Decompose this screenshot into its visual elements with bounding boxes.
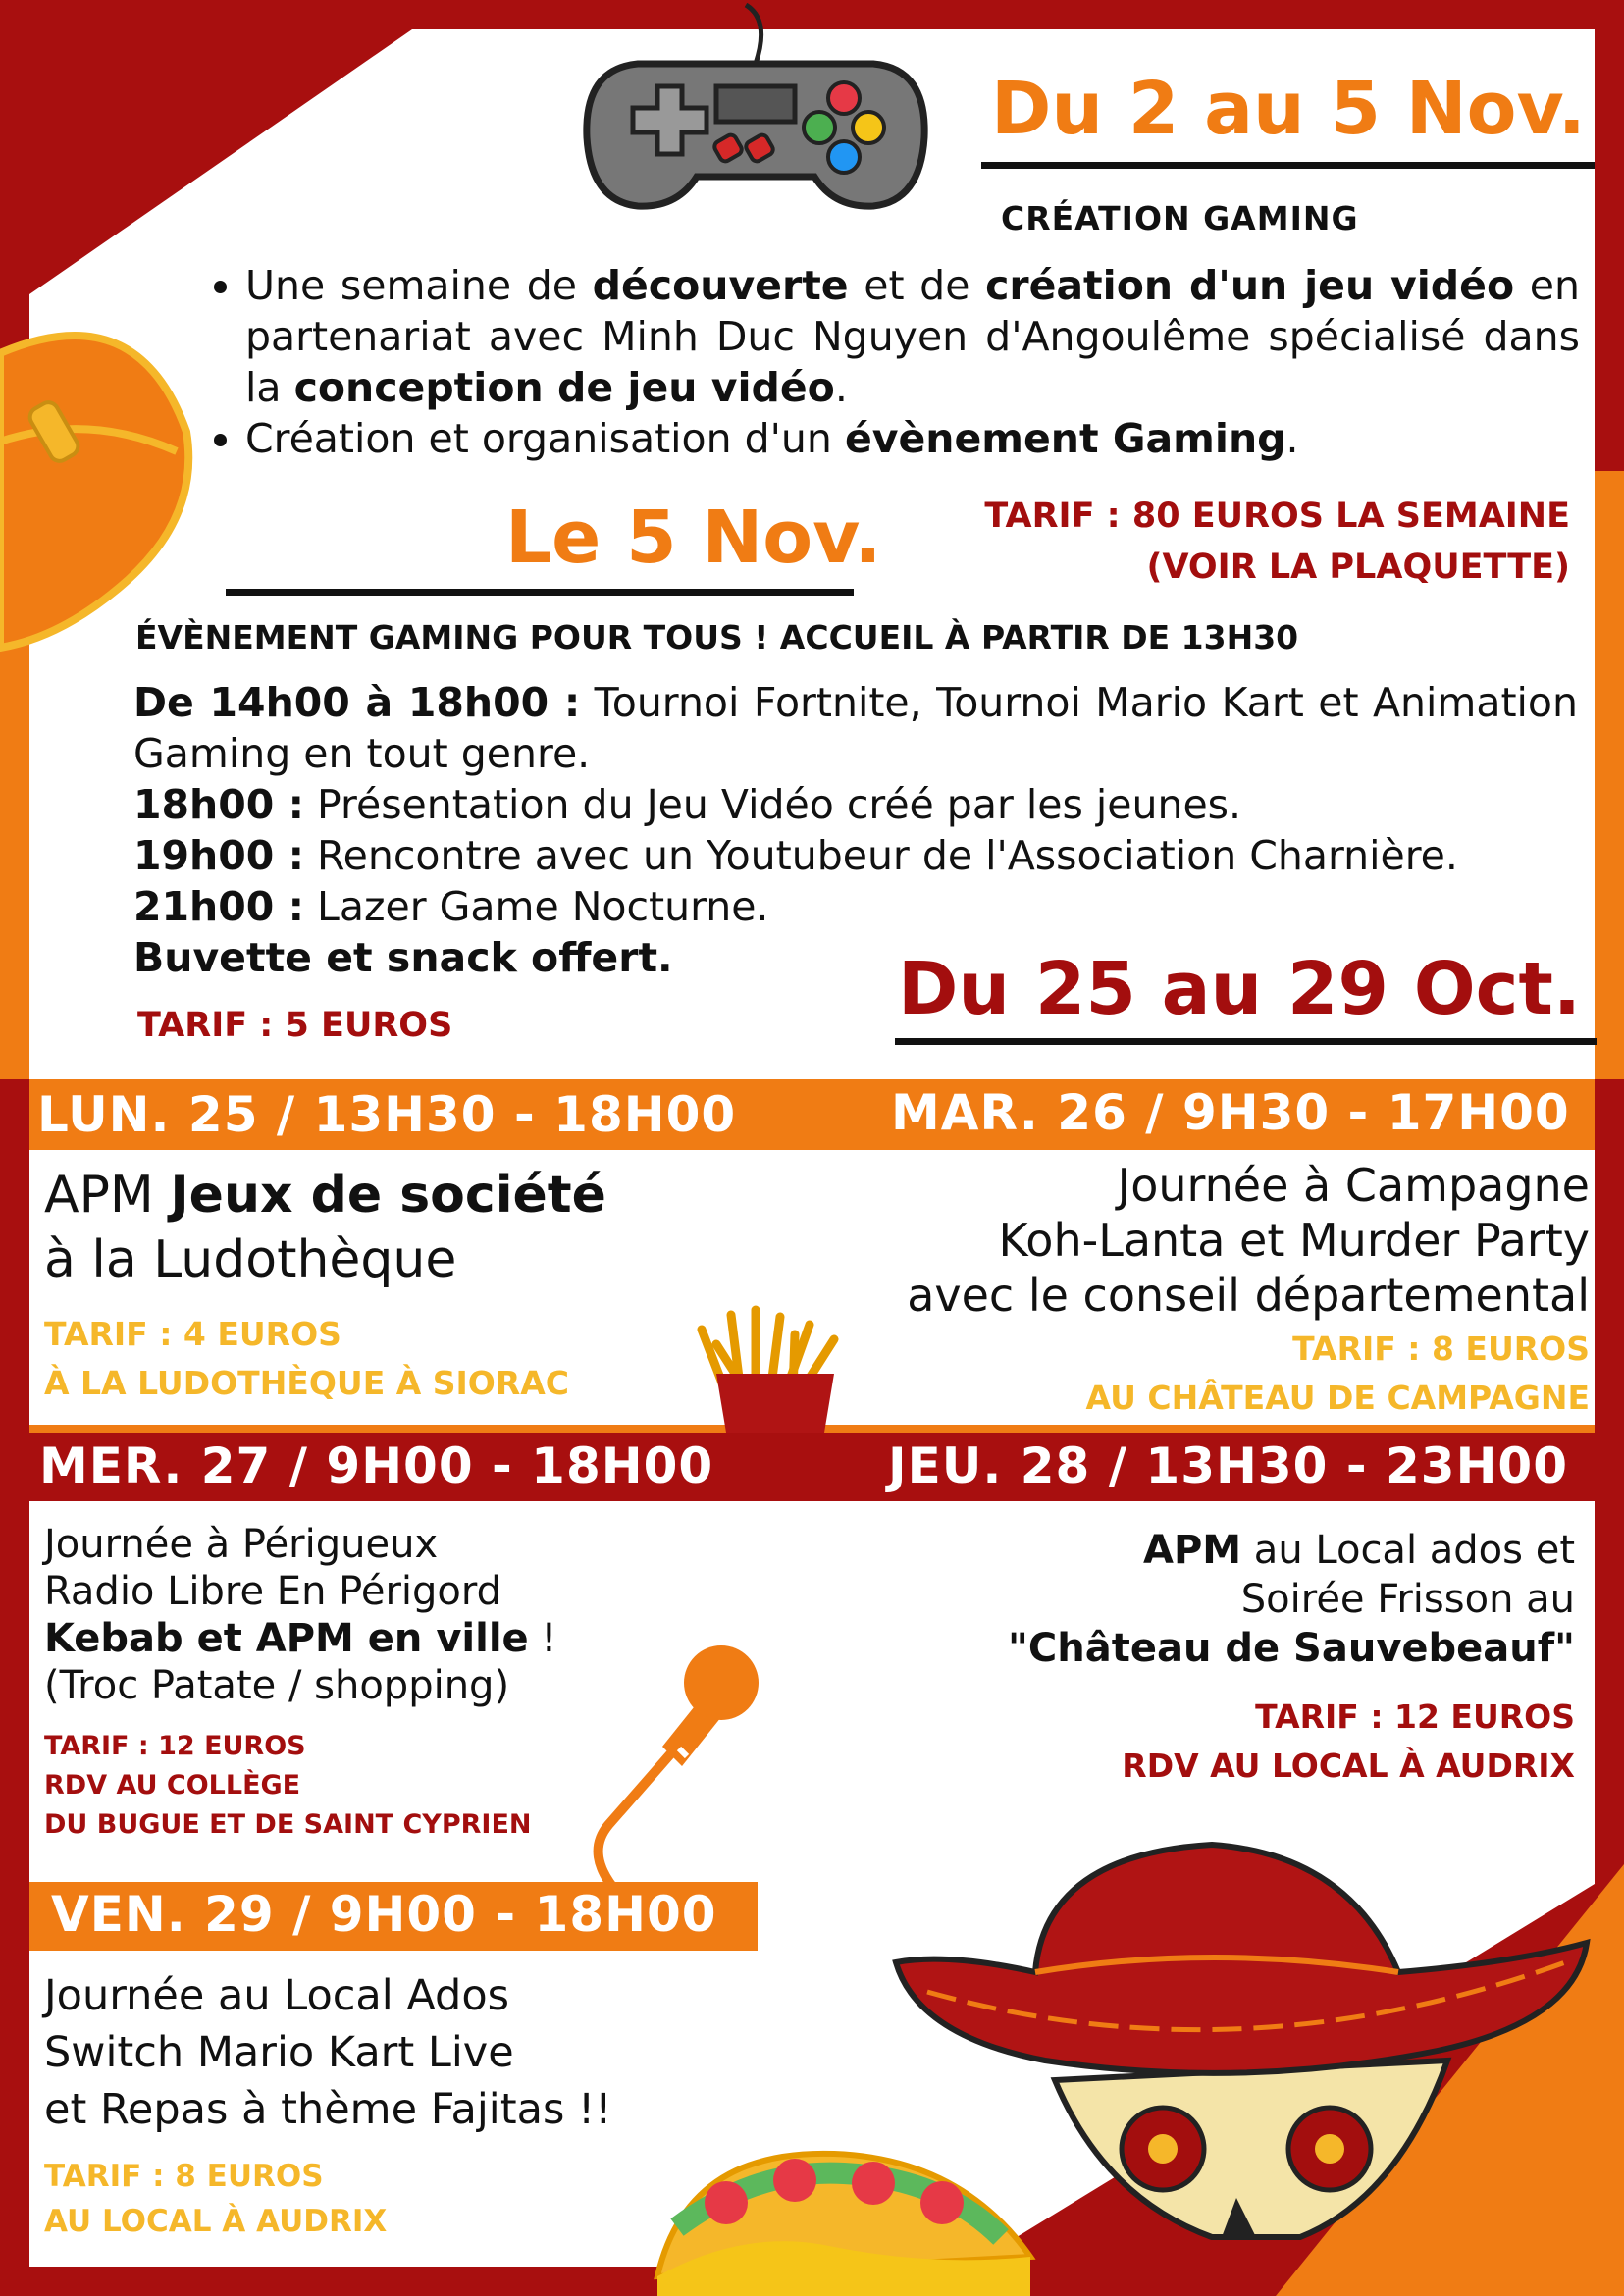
friday-header: VEN. 29 / 9H00 - 18H00 — [51, 1886, 717, 1943]
tuesday-header: MAR. 26 / 9H30 - 17H00 — [891, 1084, 1570, 1141]
schedule-line: 18h00 : Présentation du Jeu Vidéo créé par les jeunes. — [133, 781, 1242, 828]
thursday-activity: APM au Local ados et Soirée Frisson au "Château de Sauvebeauf" — [1008, 1528, 1575, 1671]
tuesday-activity: Journée à Campagne Koh-Lanta et Murder Party avec le conseil départemental — [907, 1159, 1590, 1322]
date-title-oct: Du 25 au 29 Oct. — [898, 947, 1581, 1031]
cap-icon — [0, 294, 196, 667]
thursday-tarif: TARIF : 12 EUROS RDV AU LOCAL À AUDRIX — [1122, 1697, 1575, 1785]
wednesday-tarif: TARIF : 12 EUROS RDV AU COLLÈGE DU BUGUE ET DE SAINT CYPRIEN — [44, 1731, 532, 1840]
subtitle-creation-gaming: CRÉATION GAMING — [1001, 199, 1359, 237]
tuesday-tarif: TARIF : 8 EUROS AU CHÂTEAU DE CAMPAGNE — [1085, 1330, 1590, 1417]
date-title-nov: Du 2 au 5 Nov. — [991, 67, 1586, 151]
schedule-line: De 14h00 à 18h00 : Tournoi Fortnite, Tournoi Mario Kart et Animation Gaming en tout genre. — [133, 679, 1578, 777]
event-schedule — [133, 677, 1578, 983]
monday-tarif: TARIF : 4 EUROS À LA LUDOTHÈQUE À SIORAC — [44, 1315, 570, 1402]
title-underline — [895, 1038, 1597, 1045]
bullet-item: • Création et organisation d'un évènement Gaming. — [245, 413, 1580, 464]
tarif-week: TARIF : 80 EUROS LA SEMAINE (VOIR LA PLAQUETTE) — [984, 496, 1570, 587]
bullet-item: • Une semaine de découverte et de création d'un jeu vidéo en partenariat avec Minh Duc Nguyen d'Angoulême spécialisé dans la conception de jeu vidéo. — [245, 260, 1580, 413]
title-underline — [226, 589, 854, 596]
thursday-header: JEU. 28 / 13H30 - 23H00 — [888, 1437, 1568, 1494]
monday-activity: APM Jeux de société à la Ludothèque — [44, 1166, 606, 1289]
microphone-icon — [569, 1639, 765, 1904]
friday-tarif: TARIF : 8 EUROS AU LOCAL À AUDRIX — [44, 2159, 388, 2239]
monday-header: LUN. 25 / 13H30 - 18H00 — [37, 1086, 737, 1143]
creation-bullets — [196, 260, 1580, 464]
wednesday-activity: Journée à Périgueux Radio Libre En Périgord Kebab et APM en ville ! (Troc Patate / shopping) — [44, 1522, 557, 1708]
title-underline — [981, 162, 1595, 169]
sombrero-skull-icon — [888, 1825, 1595, 2296]
schedule-line: 19h00 : Rencontre avec un Youtubeur de l'Association Charnière. — [133, 832, 1458, 879]
fries-icon — [687, 1305, 864, 1433]
gamepad-icon — [579, 0, 932, 231]
wednesday-header: MER. 27 / 9H00 - 18H00 — [39, 1437, 714, 1494]
schedule-line: Buvette et snack offert. — [133, 934, 673, 981]
date-title-event: Le 5 Nov. — [505, 496, 882, 580]
event-subtitle: ÉVÈNEMENT GAMING POUR TOUS ! ACCUEIL À PARTIR DE 13H30 — [135, 618, 1299, 656]
friday-activity: Journée au Local Ados Switch Mario Kart Live et Repas à thème Fajitas !! — [44, 1971, 612, 2134]
tarif-event: TARIF : 5 EUROS — [137, 1006, 453, 1045]
schedule-line: 21h00 : Lazer Game Nocturne. — [133, 883, 769, 930]
